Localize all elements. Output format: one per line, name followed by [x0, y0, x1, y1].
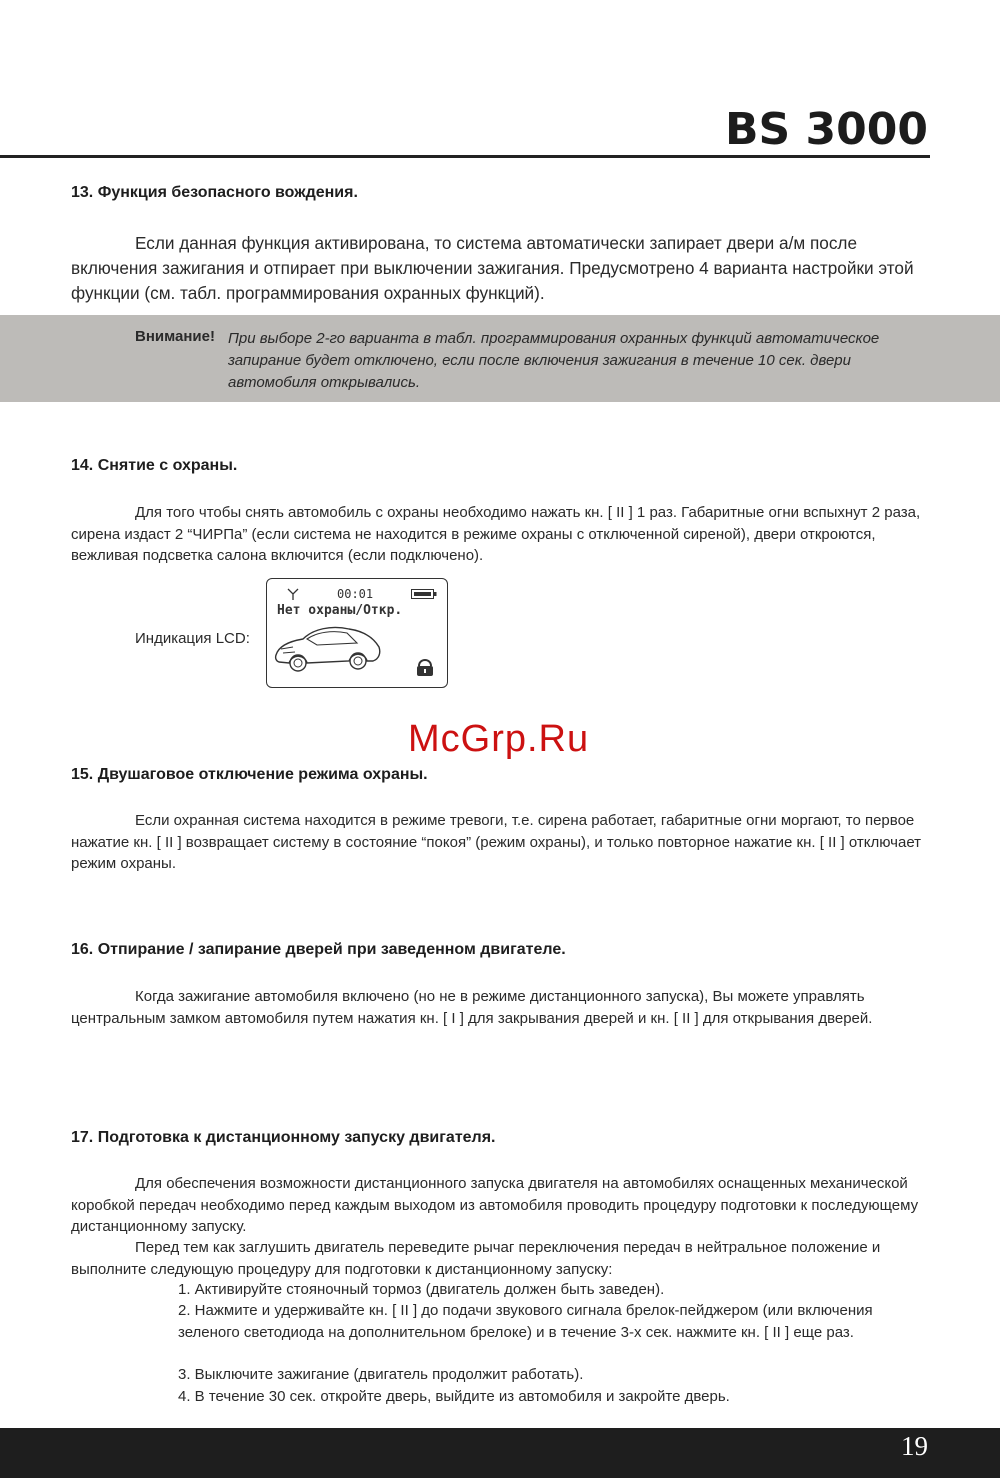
section-17-title: 17. Подготовка к дистанционному запуску двигателя. — [71, 1129, 496, 1146]
lock-open-icon — [415, 656, 435, 678]
section-16-body: Когда зажигание автомобиля включено (но не в режиме дистанционного запуска), Вы можете управлять центральным замком автомобиля путем нажатия кн. [ I ] для закрывания дверей и кн. [ II ] для открывания дверей. — [71, 988, 873, 1027]
section-16-title: 16. Отпирание / запирание дверей при заведенном двигателе. — [71, 941, 566, 958]
lcd-status: Нет охраны/Откр. — [277, 603, 403, 618]
antenna-icon — [287, 588, 299, 600]
section-14-body: Для того чтобы снять автомобиль с охраны необходимо нажать кн. [ II ] 1 раз. Габаритные огни вспыхнут 2 раза, сирена издаст 2 “ЧИРПа” (если система не находится в режиме охраны с отключенной сиреной), двери откроются, вежливая подсветка салона включится (если подключено). — [71, 504, 921, 564]
footer-bar — [0, 1428, 1000, 1478]
page-number: 19 — [901, 1431, 928, 1461]
watermark: McGrp.Ru — [408, 718, 590, 760]
header-rule — [0, 155, 930, 158]
brand-title: BS 3000 — [724, 104, 928, 155]
warning-title: Внимание! — [135, 328, 215, 345]
lcd-display — [266, 578, 448, 688]
car-icon — [273, 619, 383, 677]
lcd-time: 00:01 — [337, 587, 374, 601]
section-15-title: 15. Двушаговое отключение режима охраны. — [71, 766, 428, 783]
step-item-1: 1. Активируйте стояночный тормоз (двигатель должен быть заведен). — [178, 1281, 665, 1298]
section-17-body-2: Перед тем как заглушить двигатель переведите рычаг переключения передач в нейтральное положение и выполните следующую процедуру для подготовки к дистанционному запуску: — [71, 1239, 881, 1278]
step-item-3: 3. Выключите зажигание (двигатель продолжит работать). — [178, 1366, 584, 1383]
section-13-body: Если данная функция активирована, то система автоматически запирает двери а/м после включения зажигания и отпирает при выключении зажигания. Предусмотрено 4 варианта настройки этой функции (см. табл. программирования охранных функций). — [71, 233, 914, 303]
section-13-title: 13. Функция безопасного вождения. — [71, 184, 358, 201]
warning-text: При выборе 2-го варианта в табл. программирования охранных функций автоматическое запирание будет отключено, если после включения зажигания в течение 10 сек. двери автомобиля открывались. — [228, 330, 880, 391]
lcd-label: Индикация LCD: — [135, 630, 250, 647]
step-item-4: 4. В течение 30 сек. откройте дверь, выйдите из автомобиля и закройте дверь. — [178, 1388, 730, 1405]
step-item-2: 2. Нажмите и удерживайте кн. [ II ] до подачи звукового сигнала брелок-пейджером (или включения зеленого светодиода на дополнительном брелоке) и в течение 3-х сек. нажмите кн. [ II ] еще раз. — [178, 1302, 873, 1341]
section-14-title: 14. Снятие с охраны. — [71, 457, 238, 474]
section-17-body-1: Для обеспечения возможности дистанционного запуска двигателя на автомобилях оснащенных механической коробкой передач необходимо перед каждым выходом из автомобиля проводить процедуру подготовки к последующему дистанционному запуску. — [71, 1175, 919, 1235]
battery-icon — [411, 589, 437, 599]
section-15-body: Если охранная система находится в режиме тревоги, т.е. сирена работает, габаритные огни моргают, то первое нажатие кн. [ II ] возвращает систему в состояние “покоя” (режим охраны), и только повторное нажатие кн. [ II ] отключает режим охраны. — [71, 812, 922, 872]
